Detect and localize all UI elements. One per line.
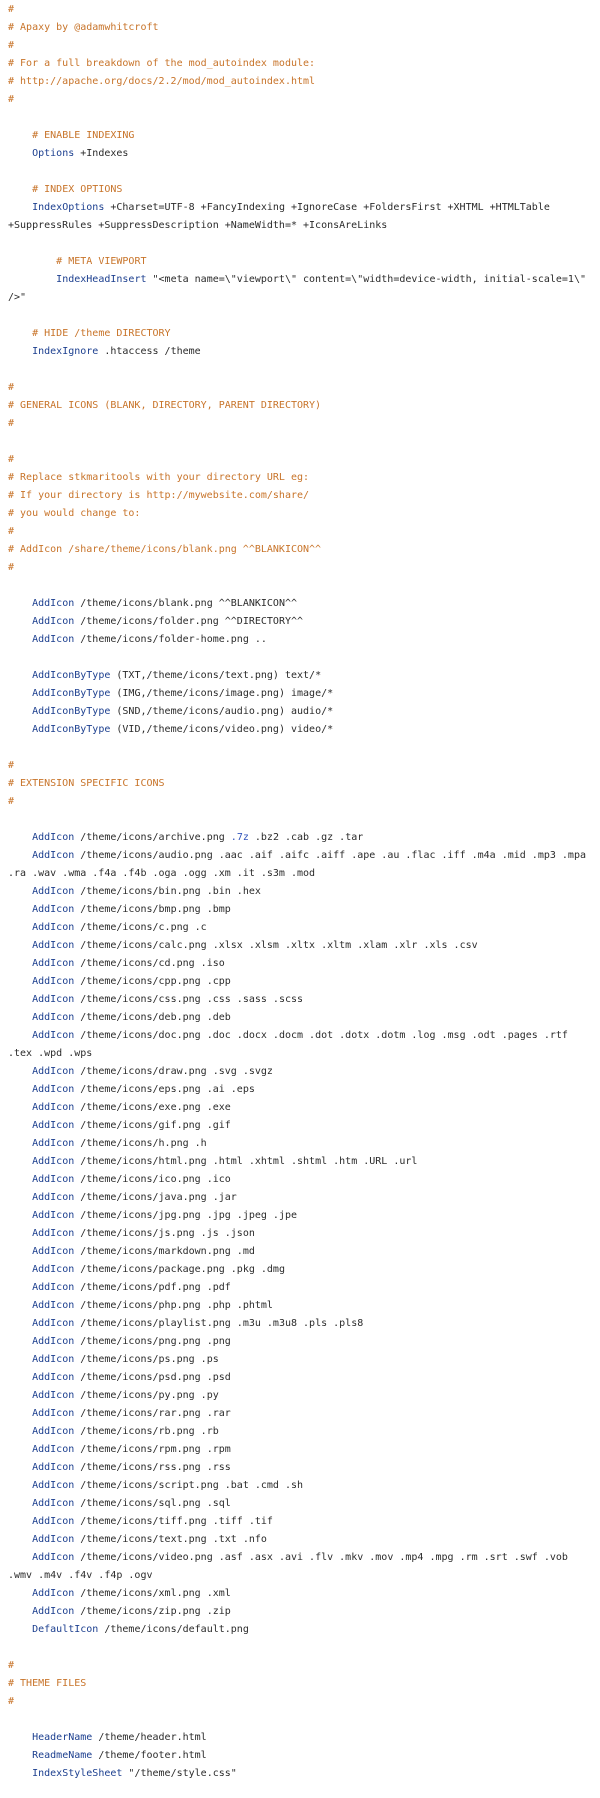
directive-value: /theme/icons/ico.png .ico [74,1174,231,1185]
directive-value: /theme/icons/gif.png .gif [74,1120,231,1131]
directive-line [8,631,600,649]
blank-line [8,361,600,379]
comment-line [8,397,600,415]
directive-keyword: AddIcon [32,1066,75,1077]
directive-value: /theme/icons/cpp.png .cpp [74,976,231,987]
directive-line [8,1459,600,1477]
blank-line [8,1711,600,1729]
directive-value: /theme/icons/folder.png ^^DIRECTORY^^ [74,616,304,627]
directive-keyword: AddIconByType [32,670,111,681]
blank-line [8,1639,600,1657]
directive-line [8,1333,600,1351]
directive-keyword: AddIcon [32,1588,75,1599]
comment-text: # [8,40,15,51]
comment-text: # INDEX OPTIONS [32,184,123,195]
directive-keyword: AddIcon [32,1534,75,1545]
directive-line [8,1153,600,1171]
comment-line [8,1675,600,1693]
directive-value: /theme/icons/java.png .jar [74,1192,237,1203]
directive-value: (SND,/theme/icons/audio.png) audio/* [110,706,334,717]
directive-keyword: AddIcon [32,1516,75,1527]
directive-value: /theme/icons/package.png .pkg .dmg [74,1264,285,1275]
comment-line [8,127,600,145]
directive-line [8,1387,600,1405]
directive-keyword: AddIcon [32,1120,75,1131]
directive-line [8,1495,600,1513]
comment-line [8,37,600,55]
directive-keyword: HeaderName [32,1732,93,1743]
blank-line [8,163,600,181]
directive-keyword: AddIcon [32,1030,75,1041]
comment-line [8,469,600,487]
continuation-line [8,289,600,307]
directive-line [8,1729,600,1747]
directive-line [8,1585,600,1603]
directive-value: /theme/icons/rb.png .rb [74,1426,219,1437]
comment-line [8,559,600,577]
directive-value: /theme/icons/js.png .js .json [74,1228,255,1239]
blank-line [8,235,600,253]
directive-keyword: AddIcon [32,1246,75,1257]
blank-line [8,577,600,595]
comment-text: # GENERAL ICONS (BLANK, DIRECTORY, PARENT DIRECTORY) [8,400,322,411]
directive-value: /theme/icons/audio.png .aac .aif .aifc .aiff .ape .au .flac .iff .m4a .mid .mp3 .mpa [74,850,586,861]
directive-keyword: IndexHeadInsert [56,274,147,285]
blank-line [8,811,600,829]
directive-value: /theme/icons/pdf.png .pdf [74,1282,231,1293]
directive-value: /theme/icons/php.png .php .phtml [74,1300,273,1311]
directive-value: /theme/icons/default.png [98,1624,249,1635]
directive-line [8,1081,600,1099]
comment-line [8,757,600,775]
comment-line [8,325,600,343]
directive-line [8,685,600,703]
directive-keyword: AddIcon [32,1354,75,1365]
directive-line [8,613,600,631]
directive-line [8,1207,600,1225]
directive-line [8,901,600,919]
directive-line [8,919,600,937]
directive-line [8,1477,600,1495]
directive-line [8,1117,600,1135]
comment-line [8,505,600,523]
continuation-text: .wmv .m4v .f4v .f4p .ogv [8,1570,153,1581]
directive-keyword: AddIcon [32,886,75,897]
directive-value: +Indexes [74,148,129,159]
directive-line [8,1351,600,1369]
directive-line [8,1189,600,1207]
directive-value: /theme/icons/bin.png .bin .hex [74,886,261,897]
directive-line [8,1279,600,1297]
directive-line [8,1747,600,1765]
directive-keyword: AddIconByType [32,706,111,717]
comment-text: # META VIEWPORT [56,256,147,267]
directive-line [8,1621,600,1639]
directive-value: /theme/icons/text.png .txt .nfo [74,1534,267,1545]
comment-text: # [8,454,15,465]
directive-keyword: ReadmeName [32,1750,93,1761]
directive-keyword: AddIcon [32,1426,75,1437]
directive-line [8,883,600,901]
directive-keyword: AddIcon [32,1192,75,1203]
directive-keyword: AddIcon [32,832,75,843]
directive-value: /theme/icons/cd.png .iso [74,958,225,969]
directive-value: /theme/icons/rar.png .rar [74,1408,231,1419]
directive-keyword: AddIcon [32,976,75,987]
directive-value: /theme/icons/calc.png .xlsx .xlsm .xltx .xltm .xlam .xlr .xls .csv [74,940,478,951]
directive-keyword: AddIcon [32,1336,75,1347]
directive-keyword: AddIcon [32,1462,75,1473]
directive-keyword: AddIcon [32,1012,75,1023]
directive-line [8,1225,600,1243]
comment-line [8,415,600,433]
directive-keyword: AddIcon [32,904,75,915]
directive-keyword: AddIcon [32,634,75,645]
directive-value: /theme/icons/bmp.png .bmp [74,904,231,915]
comment-line [8,19,600,37]
directive-value: /theme/icons/zip.png .zip [74,1606,231,1617]
directive-line [8,1243,600,1261]
directive-value: /theme/icons/rss.png .rss [74,1462,231,1473]
directive-value: /theme/icons/playlist.png .m3u .m3u8 .pls .pls8 [74,1318,364,1329]
continuation-text: .ra .wav .wma .f4a .f4b .oga .ogg .xm .it .s3m .mod [8,868,316,879]
directive-value: .htaccess /theme [98,346,201,357]
directive-value: /theme/icons/archive.png [74,832,231,843]
directive-value: /theme/footer.html [92,1750,207,1761]
comment-text: # [8,562,15,573]
directive-keyword: AddIcon [32,1318,75,1329]
directive-value: /theme/icons/html.png .html .xhtml .shtml .htm .URL .url [74,1156,418,1167]
directive-keyword: AddIcon [32,616,75,627]
directive-line [8,829,600,847]
directive-value: /theme/icons/rpm.png .rpm [74,1444,231,1455]
comment-text: # [8,1696,15,1707]
comment-line [8,253,600,271]
directive-line [8,973,600,991]
comment-line [8,73,600,91]
comment-text: # [8,94,15,105]
comment-text: # ENABLE INDEXING [32,130,135,141]
directive-line [8,847,600,865]
continuation-text: .tex .wpd .wps [8,1048,93,1059]
comment-line [8,181,600,199]
comment-text: # [8,418,15,429]
directive-keyword: AddIcon [32,1210,75,1221]
blank-line [8,739,600,757]
directive-value: /theme/icons/jpg.png .jpg .jpeg .jpe [74,1210,298,1221]
blank-line [8,109,600,127]
directive-line [8,667,600,685]
directive-value: /theme/icons/c.png .c [74,922,207,933]
directive-line [8,1513,600,1531]
directive-value: /theme/icons/h.png .h [74,1138,207,1149]
directive-line [8,1171,600,1189]
directive-line [8,199,600,217]
directive-keyword: AddIcon [32,1390,75,1401]
comment-line [8,487,600,505]
directive-keyword: AddIcon [32,1408,75,1419]
blank-line [8,649,600,667]
comment-line [8,523,600,541]
directive-value: +Charset=UTF-8 +FancyIndexing +IgnoreCase +FoldersFirst +XHTML +HTMLTable [104,202,550,213]
directive-value: /theme/icons/video.png .asf .asx .avi .flv .mkv .mov .mp4 .mpg .rm .srt .swf .vob [74,1552,568,1563]
directive-keyword: AddIcon [32,922,75,933]
directive-value: /theme/icons/script.png .bat .cmd .sh [74,1480,304,1491]
directive-value: (VID,/theme/icons/video.png) video/* [110,724,334,735]
comment-line [8,451,600,469]
directive-line [8,1531,600,1549]
comment-text: # For a full breakdown of the mod_autoindex module: [8,58,316,69]
directive-line [8,343,600,361]
directive-value: /theme/icons/tiff.png .tiff .tif [74,1516,273,1527]
continuation-line [8,1045,600,1063]
continuation-text: />" [8,292,27,303]
directive-keyword: AddIcon [32,1444,75,1455]
comment-text: # If your directory is http://mywebsite.com/share/ [8,490,310,501]
comment-line [8,775,600,793]
directive-keyword: AddIcon [32,1606,75,1617]
directive-keyword: AddIcon [32,598,75,609]
directive-value: (IMG,/theme/icons/image.png) image/* [110,688,334,699]
directive-keyword: AddIcon [32,1228,75,1239]
directive-line [8,955,600,973]
directive-keyword: IndexStyleSheet [32,1768,123,1779]
directive-extension: .7z [230,832,249,843]
comment-text: # AddIcon /share/theme/icons/blank.png ^^BLANKICON^^ [8,544,322,555]
directive-keyword: AddIcon [32,1264,75,1275]
directive-line [8,703,600,721]
directive-keyword: AddIcon [32,1480,75,1491]
comment-line [8,541,600,559]
comment-text: # THEME FILES [8,1678,87,1689]
directive-keyword: AddIcon [32,1552,75,1563]
directive-value: "<meta name=\"viewport\" content=\"width=device-width, initial-scale=1\" [146,274,586,285]
directive-value: /theme/header.html [92,1732,207,1743]
directive-line [8,1063,600,1081]
directive-value: /theme/icons/folder-home.png .. [74,634,267,645]
directive-line [8,1603,600,1621]
directive-keyword: AddIcon [32,850,75,861]
directive-keyword: AddIcon [32,1282,75,1293]
blank-line [8,307,600,325]
directive-line [8,1423,600,1441]
comment-line [8,1,600,19]
directive-value: /theme/icons/blank.png ^^BLANKICON^^ [74,598,298,609]
directive-line [8,937,600,955]
directive-line [8,1441,600,1459]
comment-line [8,1693,600,1711]
directive-keyword: AddIconByType [32,724,111,735]
comment-text: # [8,1660,15,1671]
directive-keyword: AddIcon [32,1174,75,1185]
comment-text: # HIDE /theme DIRECTORY [32,328,171,339]
directive-line [8,271,600,289]
continuation-text: +SuppressRules +SuppressDescription +NameWidth=* +IconsAreLinks [8,220,388,231]
directive-value: /theme/icons/markdown.png .md [74,1246,255,1257]
directive-keyword: AddIcon [32,1084,75,1095]
directive-line [8,145,600,163]
directive-keyword: AddIcon [32,1156,75,1167]
directive-line [8,721,600,739]
directive-value: /theme/icons/xml.png .xml [74,1588,231,1599]
comment-text: # Replace stkmaritools with your directory URL eg: [8,472,310,483]
directive-keyword: AddIcon [32,994,75,1005]
directive-line [8,1297,600,1315]
directive-value: /theme/icons/ps.png .ps [74,1354,219,1365]
comment-line [8,793,600,811]
directive-keyword: AddIcon [32,1102,75,1113]
directive-value: /theme/icons/eps.png .ai .eps [74,1084,255,1095]
directive-value: /theme/icons/psd.png .psd [74,1372,231,1383]
directive-line [8,1135,600,1153]
comment-text: # you would change to: [8,508,141,519]
directive-value: /theme/icons/py.png .py [74,1390,219,1401]
directive-line [8,595,600,613]
directive-value: /theme/icons/doc.png .doc .docx .docm .dot .dotx .dotm .log .msg .odt .pages .rtf [74,1030,568,1041]
directive-line [8,1549,600,1567]
directive-line [8,1027,600,1045]
comment-line [8,1657,600,1675]
directive-line [8,1369,600,1387]
comment-line [8,91,600,109]
comment-text: # [8,796,15,807]
directive-value-rest: .bz2 .cab .gz .tar [248,832,364,843]
directive-line [8,1009,600,1027]
directive-value: /theme/icons/deb.png .deb [74,1012,231,1023]
comment-line [8,379,600,397]
directive-keyword: AddIconByType [32,688,111,699]
directive-keyword: IndexIgnore [32,346,99,357]
comment-line [8,55,600,73]
directive-value: /theme/icons/css.png .css .sass .scss [74,994,304,1005]
directive-line [8,1765,600,1783]
comment-text: # EXTENSION SPECIFIC ICONS [8,778,165,789]
comment-text: # [8,382,15,393]
directive-line [8,1315,600,1333]
directive-keyword: AddIcon [32,958,75,969]
directive-line [8,1261,600,1279]
directive-value: /theme/icons/png.png .png [74,1336,231,1347]
comment-text: # http://apache.org/docs/2.2/mod/mod_autoindex.html [8,76,316,87]
directive-line [8,1405,600,1423]
directive-keyword: AddIcon [32,1300,75,1311]
directive-value: /theme/icons/draw.png .svg .svgz [74,1066,273,1077]
continuation-line [8,865,600,883]
directive-value: /theme/icons/sql.png .sql [74,1498,231,1509]
comment-text: # [8,526,15,537]
comment-text: # [8,4,15,15]
directive-keyword: AddIcon [32,1498,75,1509]
continuation-line [8,1567,600,1585]
comment-text: # [8,760,15,771]
directive-value: (TXT,/theme/icons/text.png) text/* [110,670,322,681]
continuation-line [8,217,600,235]
blank-line [8,433,600,451]
directive-line [8,991,600,1009]
directive-keyword: AddIcon [32,1372,75,1383]
directive-keyword: IndexOptions [32,202,105,213]
directive-value: "/theme/style.css" [122,1768,237,1779]
directive-keyword: Options [32,148,75,159]
directive-keyword: DefaultIcon [32,1624,99,1635]
directive-keyword: AddIcon [32,1138,75,1149]
directive-line [8,1099,600,1117]
directive-keyword: AddIcon [32,940,75,951]
directive-value: /theme/icons/exe.png .exe [74,1102,231,1113]
comment-text: # Apaxy by @adamwhitcroft [8,22,159,33]
